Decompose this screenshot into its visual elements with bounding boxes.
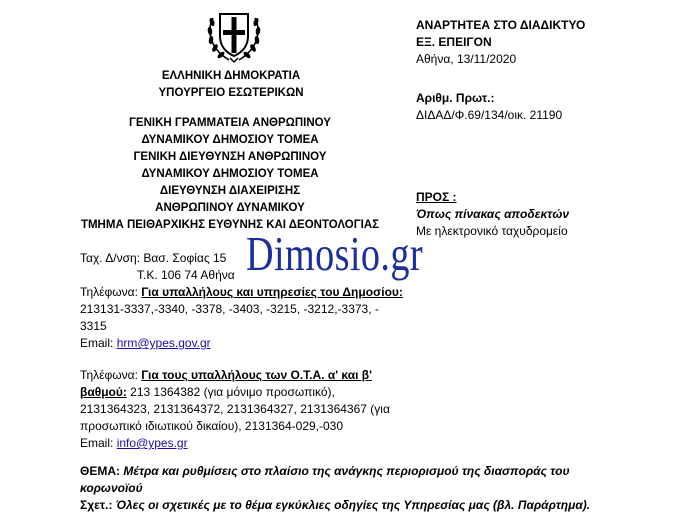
email-label: Email:: [80, 336, 117, 350]
email-label: Email:: [80, 436, 117, 450]
urgency-label: ΕΞ. ΕΠΕΙΓΟΝ: [416, 35, 492, 49]
public-phones-line: 3315: [80, 319, 107, 333]
department-block: [80, 115, 380, 234]
document-date: Αθήνα, 13/11/2020: [416, 52, 517, 66]
delivery-method: Με ηλεκτρονικό ταχυδρομείο: [416, 224, 568, 238]
ministry-title: ΥΠΟΥΡΓΕΙΟ ΕΣΩΤΕΡΙΚΩΝ: [158, 87, 304, 99]
public-phones-line: 213131-3337,-3340, -3378, -3403, -3215, -3212,-3373, -: [80, 302, 379, 316]
republic-title: ΕΛΛΗΝΙΚΗ ΔΗΜΟΚΡΑΤΙΑ: [161, 70, 301, 82]
info-email-link[interactable]: info@ypes.gr: [116, 436, 188, 450]
recipients-text: Όπως πίνακας αποδεκτών: [416, 207, 569, 221]
protocol-label: Αριθμ. Πρωτ.:: [416, 91, 495, 105]
dimosio-watermark: Dimosio.gr: [246, 226, 423, 281]
dept-line: ΑΝΘΡΩΠΙΝΟΥ ΔΥΝΑΜΙΚΟΥ: [155, 202, 305, 214]
subject-text-cont: κορωνοϊού: [80, 481, 143, 495]
header-block: [100, 68, 362, 102]
address-street: Ταχ. Δ/νση: Βασ. Σοφίας 15: [80, 251, 227, 265]
dept-line: ΔΙΕΥΘΥΝΣΗ ΔΙΑΧΕΙΡΙΣΗΣ: [159, 185, 301, 197]
phones-label: Τηλέφωνα:: [80, 368, 142, 382]
dept-line: ΔΥΝΑΜΙΚΟΥ ΔΗΜΟΣΙΟΥ ΤΟΜΕΑ: [141, 168, 319, 180]
ota-phones-line: 213 1364382 (για μόνιμο προσωπικό),: [126, 385, 335, 399]
reference-label: Σχετ.:: [80, 498, 113, 512]
reference-text: Όλες οι σχετικές με το θέμα εγκύκλιες οδηγίες της Υπηρεσίας μας (βλ. Παράρτημα).: [112, 498, 591, 512]
dept-line: ΤΜΗΜΑ ΠΕΙΘΑΡΧΙΚΗΣ ΕΥΘΥΝΗΣ ΚΑΙ ΔΕΟΝΤΟΛΟΓΙΑΣ: [80, 219, 380, 231]
ota-phones-line: 2131364323, 2131364372, 2131364327, 2131364367 (για: [80, 402, 390, 416]
ota-contact-heading: Για τους υπαλλήλους των Ο.Τ.Α. α' και β': [141, 368, 372, 382]
dept-line: ΓΕΝΙΚΗ ΔΙΕΥΘΥΝΣΗ ΑΝΘΡΩΠΙΝΟΥ: [133, 151, 327, 163]
posting-block: [416, 17, 585, 68]
greek-coat-of-arms-icon: [201, 6, 267, 66]
address-postal: Τ.Κ. 106 74 Αθήνα: [137, 268, 235, 282]
ota-contact-heading-cont: βαθμού:: [80, 385, 127, 399]
protocol-block: [416, 90, 562, 124]
phones-label: Τηλέφωνα:: [80, 285, 142, 299]
subject-label: ΘΕΜΑ:: [80, 464, 120, 478]
public-contact-heading: Για υπαλλήλους και υπηρεσίες του Δημοσίου:: [141, 285, 403, 299]
hrm-email-link[interactable]: hrm@ypes.gov.gr: [116, 336, 211, 350]
protocol-number: ΔΙΔΑΔ/Φ.69/134/οικ. 21190: [416, 108, 563, 122]
ota-phones-line: προσωπικό ιδιωτικού δικαίου), 2131364-029,-030: [80, 419, 344, 433]
posting-label: ΑΝΑΡΤΗΤΕΑ ΣΤΟ ΔΙΑΔΙΚΤΥΟ: [416, 18, 586, 32]
subject-text: Μέτρα και ρυθμίσεις στο πλαίσιο της ανάγκης περιορισμού της διασποράς του: [120, 464, 570, 478]
dept-line: ΓΕΝΙΚΗ ΓΡΑΜΜΑΤΕΙΑ ΑΝΘΡΩΠΙΝΟΥ: [129, 117, 331, 129]
dept-line: ΔΥΝΑΜΙΚΟΥ ΔΗΜΟΣΙΟΥ ΤΟΜΕΑ: [141, 134, 319, 146]
to-label: ΠΡΟΣ :: [416, 190, 457, 204]
contact-public-block: [80, 284, 410, 352]
subject-block: [80, 463, 640, 514]
contact-ota-block: [80, 367, 410, 452]
recipients-block: [416, 189, 569, 240]
